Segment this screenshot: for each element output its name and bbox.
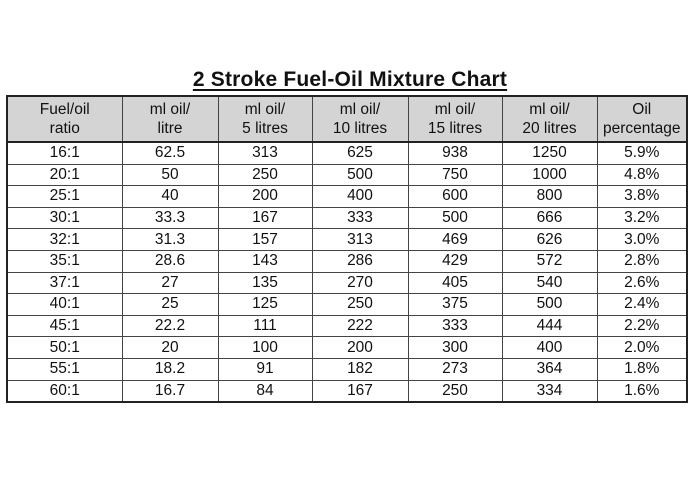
table-cell: 27 (122, 272, 218, 294)
chart-title: 2 Stroke Fuel-Oil Mixture Chart (192, 68, 508, 91)
table-row (7, 358, 687, 380)
table-body (7, 142, 687, 402)
table-cell: 37:1 (7, 272, 122, 294)
table-cell: 333 (312, 207, 408, 229)
column-header (218, 96, 312, 142)
column-header-line: ml oil/ (529, 101, 570, 118)
table-cell: 33.3 (122, 207, 218, 229)
table-cell: 143 (218, 250, 312, 272)
table-cell: 25 (122, 294, 218, 316)
column-header-line: ml oil/ (244, 101, 286, 118)
table-cell: 250 (408, 380, 502, 402)
column-header (597, 96, 687, 142)
table-row (7, 164, 687, 186)
column-header-line: 10 litres (332, 120, 388, 137)
table-cell: 666 (502, 207, 597, 229)
table-cell: 3.0% (597, 229, 687, 251)
table-cell: 91 (218, 358, 312, 380)
table-cell: 55:1 (7, 358, 122, 380)
table-cell: 2.4% (597, 294, 687, 316)
table-cell: 500 (312, 164, 408, 186)
table-cell: 22.2 (122, 315, 218, 337)
table-cell: 167 (312, 380, 408, 402)
column-header-line: percentage (602, 120, 681, 137)
table-cell: 375 (408, 294, 502, 316)
table-cell: 157 (218, 229, 312, 251)
table-cell: 167 (218, 207, 312, 229)
table-cell: 250 (312, 294, 408, 316)
table-cell: 3.2% (597, 207, 687, 229)
table-cell: 200 (312, 337, 408, 359)
table-cell: 40:1 (7, 294, 122, 316)
table-cell: 16.7 (122, 380, 218, 402)
column-header (502, 96, 597, 142)
table-cell: 270 (312, 272, 408, 294)
table-cell: 45:1 (7, 315, 122, 337)
table-cell: 444 (502, 315, 597, 337)
table-cell: 1.8% (597, 358, 687, 380)
table-row (7, 229, 687, 251)
table-cell: 20:1 (7, 164, 122, 186)
table-cell: 25:1 (7, 186, 122, 208)
table-cell: 405 (408, 272, 502, 294)
table-cell: 1250 (502, 142, 597, 164)
table-cell: 250 (218, 164, 312, 186)
table-cell: 334 (502, 380, 597, 402)
table-cell: 20 (122, 337, 218, 359)
table-row (7, 142, 687, 164)
table-cell: 938 (408, 142, 502, 164)
column-header-line: ratio (49, 120, 80, 137)
table-cell: 2.6% (597, 272, 687, 294)
column-header (7, 96, 122, 142)
table-cell: 800 (502, 186, 597, 208)
table-cell: 28.6 (122, 250, 218, 272)
table-cell: 600 (408, 186, 502, 208)
column-header (408, 96, 502, 142)
table-cell: 469 (408, 229, 502, 251)
table-cell: 222 (312, 315, 408, 337)
column-header-line: ml oil/ (149, 101, 191, 118)
table-cell: 84 (218, 380, 312, 402)
column-header-line: 15 litres (427, 120, 483, 137)
table-cell: 2.0% (597, 337, 687, 359)
column-header-line: Oil (632, 101, 652, 118)
column-header-line: ml oil/ (339, 101, 381, 118)
table-cell: 1.6% (597, 380, 687, 402)
table-cell: 30:1 (7, 207, 122, 229)
column-header-line: litre (157, 120, 183, 137)
table-cell: 62.5 (122, 142, 218, 164)
column-header-line: Fuel/oil (39, 101, 90, 118)
table-cell: 31.3 (122, 229, 218, 251)
table-row (7, 250, 687, 272)
table-cell: 540 (502, 272, 597, 294)
table-row (7, 315, 687, 337)
table-row (7, 337, 687, 359)
table-cell: 100 (218, 337, 312, 359)
table-cell: 2.2% (597, 315, 687, 337)
table-cell: 333 (408, 315, 502, 337)
table-row (7, 186, 687, 208)
table-cell: 35:1 (7, 250, 122, 272)
table-cell: 273 (408, 358, 502, 380)
table-cell: 750 (408, 164, 502, 186)
table-header (7, 96, 687, 142)
table-cell: 3.8% (597, 186, 687, 208)
table-row (7, 380, 687, 402)
table-cell: 500 (502, 294, 597, 316)
column-header-line: 5 litres (242, 120, 288, 137)
table-cell: 4.8% (597, 164, 687, 186)
table-cell: 400 (312, 186, 408, 208)
table-cell: 200 (218, 186, 312, 208)
table-cell: 500 (408, 207, 502, 229)
table-cell: 626 (502, 229, 597, 251)
table-cell: 572 (502, 250, 597, 272)
table-cell: 429 (408, 250, 502, 272)
table-cell: 5.9% (597, 142, 687, 164)
table-cell: 313 (312, 229, 408, 251)
table-row (7, 294, 687, 316)
table-cell: 60:1 (7, 380, 122, 402)
table-cell: 2.8% (597, 250, 687, 272)
table-cell: 182 (312, 358, 408, 380)
table-cell: 16:1 (7, 142, 122, 164)
table-cell: 50:1 (7, 337, 122, 359)
table-cell: 286 (312, 250, 408, 272)
column-header (122, 96, 218, 142)
mixture-table (6, 95, 688, 403)
table-cell: 625 (312, 142, 408, 164)
table-cell: 40 (122, 186, 218, 208)
table-row (7, 207, 687, 229)
table-cell: 135 (218, 272, 312, 294)
table-cell: 32:1 (7, 229, 122, 251)
table-cell: 364 (502, 358, 597, 380)
table-cell: 313 (218, 142, 312, 164)
column-header (312, 96, 408, 142)
table-cell: 18.2 (122, 358, 218, 380)
table-row (7, 272, 687, 294)
table-cell: 111 (218, 315, 312, 337)
table-cell: 1000 (502, 164, 597, 186)
table-cell: 125 (218, 294, 312, 316)
table-cell: 300 (408, 337, 502, 359)
header-row (7, 96, 687, 142)
column-header-line: 20 litres (522, 120, 577, 137)
column-header-line: ml oil/ (434, 101, 476, 118)
table-cell: 400 (502, 337, 597, 359)
table-cell: 50 (122, 164, 218, 186)
